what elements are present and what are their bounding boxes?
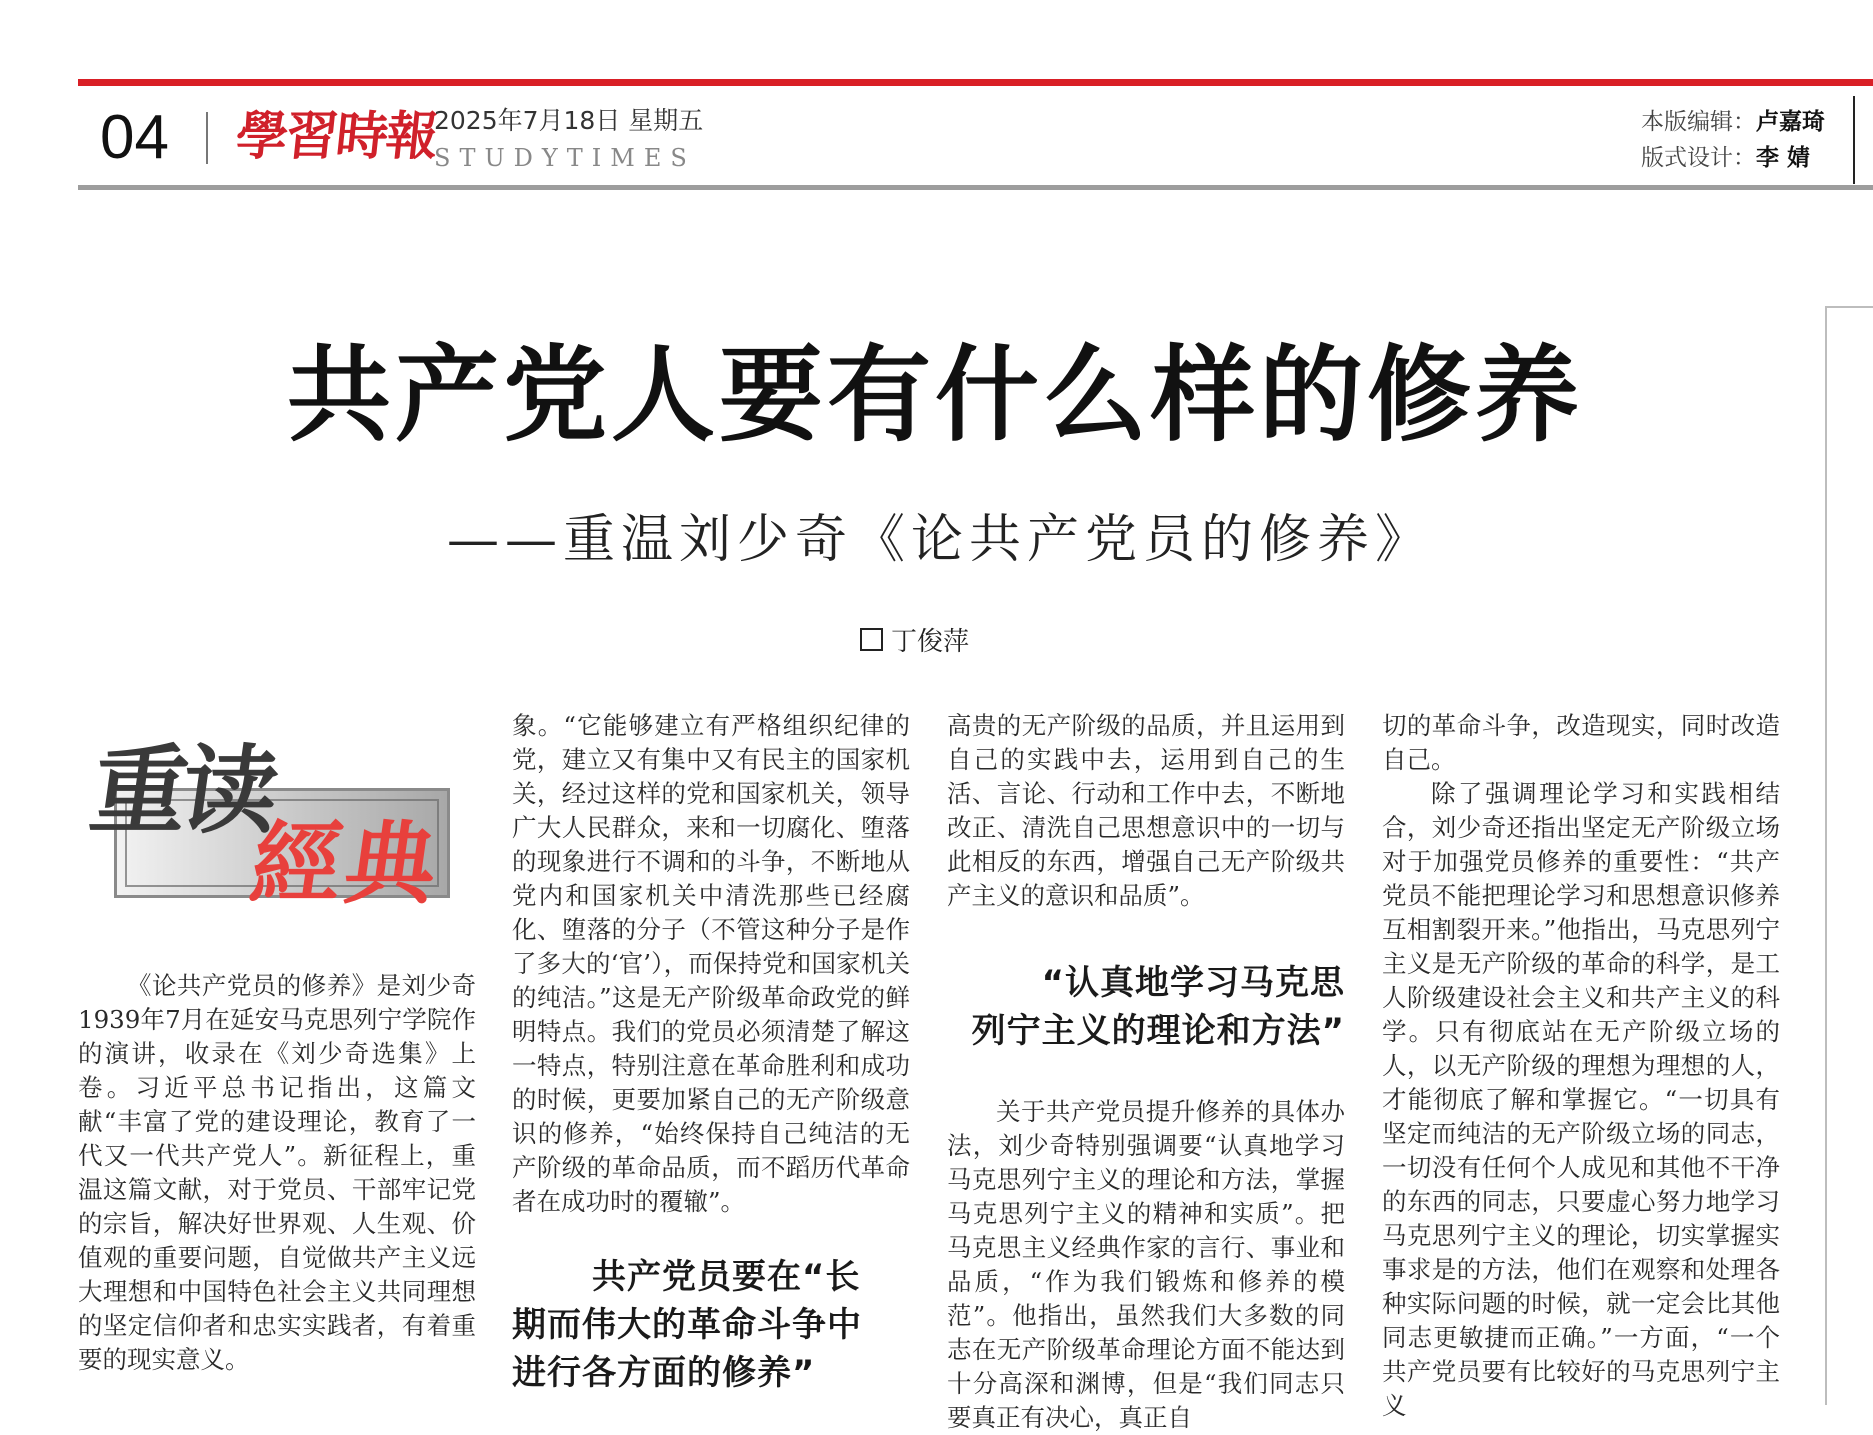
header-grey-rule xyxy=(78,185,1873,190)
newspaper-masthead-logo: 學習時報 xyxy=(232,106,440,167)
author-name: 丁俊萍 xyxy=(891,627,970,657)
column-logo-reread-classics xyxy=(84,734,472,917)
logo-text-bottom: 經典 xyxy=(244,811,448,917)
paragraph: 切的革命斗争，改造现实，同时改造自己。 xyxy=(1382,711,1780,774)
article-title: 共产党人要有什么样的修养 xyxy=(286,333,1583,456)
paragraph: 高贵的无产阶级的品质，并且运用到自己的实践中去，运用到自己的生活、言论、行动和工作中去，不断地改正、清洗自己思想意识中的一切与此相反的东西，增强自己无产阶级共产主义的意识和品质”。 xyxy=(947,711,1345,910)
byline xyxy=(860,620,1040,664)
header-right-divider xyxy=(1853,96,1855,184)
editor-credit xyxy=(1641,104,1825,140)
designer-label: 版式设计： xyxy=(1641,145,1756,171)
page-number: 04 xyxy=(100,103,169,172)
designer-credit xyxy=(1641,140,1825,176)
subhead-line: “认真地学习马克思 xyxy=(1041,963,1345,1003)
page-credits xyxy=(1641,104,1825,176)
section-subhead xyxy=(947,959,1345,1055)
article-column-1 xyxy=(78,969,476,1377)
sidebar-frame-top xyxy=(1825,306,1873,308)
editor-name: 卢嘉琦 xyxy=(1756,108,1825,135)
header-divider xyxy=(206,112,208,164)
subhead-line: 共产党员要在“长 xyxy=(592,1257,861,1297)
editor-label: 本版编辑： xyxy=(1641,109,1756,135)
article-column-3 xyxy=(947,709,1345,1435)
subhead-line: 进行各方面的修养” xyxy=(512,1353,816,1393)
article-column-2 xyxy=(512,709,910,1397)
article-column-4 xyxy=(1382,709,1780,1423)
byline-box-icon xyxy=(860,628,883,651)
paper-english-name: STUDYTIMES xyxy=(434,144,696,172)
section-subhead xyxy=(512,1253,910,1397)
paragraph: 象。“它能够建立有严格组织纪律的党，建立又有集中又有民主的国家机关，经过这样的党和国家机关，领导广大人民群众，来和一切腐化、堕落的现象进行不调和的斗争，不断地从党内和国家机关中清洗那些已经腐化、堕落的分子（不管这种分子是作了多大的‘官’），而保持党和国家机关的纯洁。”这是无产阶级革命政党的鲜明特点。我们的党员必须清楚了解这一特点，特别注意在革命胜利和成功的时候，更要加紧自己的无产阶级意识的修养，“始终保持自己纯洁的无产阶级的革命品质，而不蹈历代革命者在成功时的覆辙”。 xyxy=(512,711,910,1216)
header-red-rule xyxy=(78,79,1873,86)
subhead-line: 列宁主义的理论和方法” xyxy=(971,1011,1345,1051)
paragraph: 关于共产党员提升修养的具体办法，刘少奇特别强调要“认真地学习马克思列宁主义的理论和方法，掌握马克思列宁主义的精神和实质”。把马克思主义经典作家的言行、事业和品质，“作为我们锻炼和修养的模范”。他指出，虽然我们大多数的同志在无产阶级革命理论方面不能达到十分高深和渊博，但是“我们同志只要真正有决心，真正自 xyxy=(947,1097,1345,1432)
logo-text-top: 重读 xyxy=(84,734,281,847)
subhead-line: 期而伟大的革命斗争中 xyxy=(512,1305,862,1345)
sidebar-frame xyxy=(1825,306,1827,1405)
designer-name: 李 婧 xyxy=(1756,144,1811,171)
article-subtitle: ——重温刘少奇《论共产党员的修养》 xyxy=(446,510,1433,570)
paragraph: 《论共产党员的修养》是刘少奇1939年7月在延安马克思列宁学院作的演讲，收录在《刘少奇选集》上卷。习近平总书记指出，这篇文献“丰富了党的建设理论，教育了一代又一代共产党人”。新征程上，重温这篇文献，对于党员、干部牢记党的宗旨，解决好世界观、人生观、价值观的重要问题，自觉做共产主义远大理想和中国特色社会主义共同理想的坚定信仰者和忠实实践者，有着重要的现实意义。 xyxy=(78,971,476,1374)
paragraph: 除了强调理论学习和实践相结合，刘少奇还指出坚定无产阶级立场对于加强党员修养的重要性：“共产党员不能把理论学习和思想意识修养互相割裂开来。”他指出，马克思列宁主义是无产阶级的革命的科学，是工人阶级建设社会主义和共产主义的科学。只有彻底站在无产阶级立场的人，以无产阶级的理想为理想的人，才能彻底了解和掌握它。“一切具有坚定而纯洁的无产阶级立场的同志，一切没有任何个人成见和其他不干净的东西的同志，只要虚心努力地学习马克思列宁主义的理论，切实掌握实事求是的方法，他们在观察和处理各种实际问题的时候，就一定会比其他同志更敏捷而正确。”一方面，“一个共产党员要有比较好的马克思列宁主义 xyxy=(1382,779,1780,1420)
issue-date: 2025年7月18日 星期五 xyxy=(434,106,704,135)
